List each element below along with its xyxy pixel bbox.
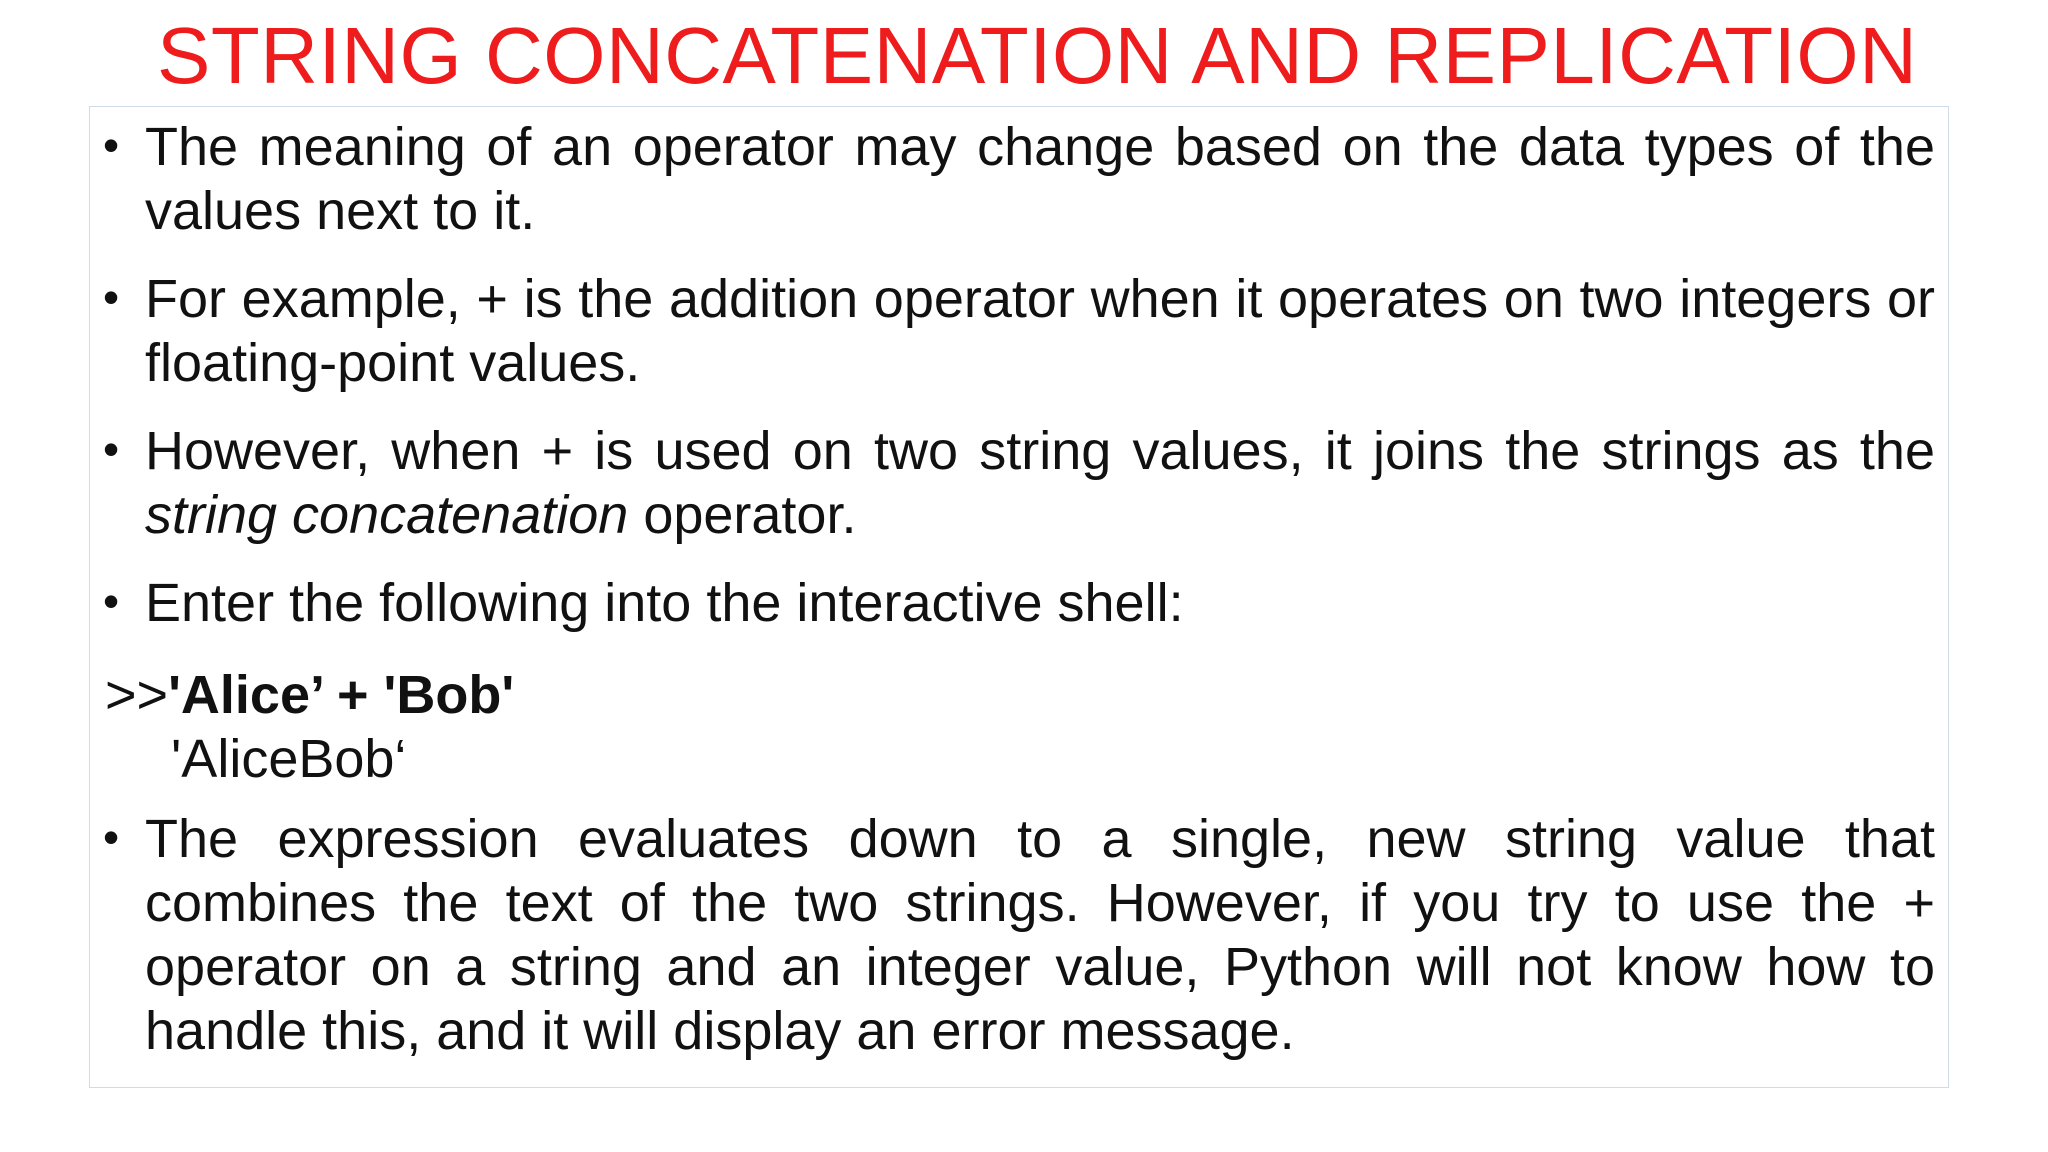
shell-prompt: >>: [105, 665, 169, 725]
bullet-dot: •: [103, 811, 120, 863]
content-box: [89, 106, 1949, 1088]
bullet-dot: •: [103, 575, 120, 627]
bullet-item: [103, 807, 1935, 1063]
bullet-dot: •: [103, 423, 120, 475]
shell-input: 'Alice’ + 'Bob': [168, 665, 515, 725]
bullet-item: [103, 267, 1935, 395]
bullet-text-start: However, when + is used on two string values, it joins the strings as the: [145, 421, 1935, 481]
bullet-text: The meaning of an operator may change based on the data types of the values next to it.: [145, 117, 1935, 241]
bullet-dot: •: [103, 119, 120, 171]
bullet-item: [103, 115, 1935, 243]
shell-output: 'AliceBob‘: [171, 729, 407, 789]
bullet-text: For example, + is the addition operator when it operates on two integers or floating-point values.: [145, 269, 1935, 393]
emphasized-term: string concatenation: [145, 485, 629, 545]
bullet-item: [103, 419, 1935, 547]
bullet-text: The expression evaluates down to a single, new string value that combines the text of the two strings. However, if you try to use the + operator on a string and an integer value, Python will not know how to handle this, and it will display an error message.: [145, 809, 1935, 1061]
bullet-dot: •: [103, 271, 120, 323]
bullet-item: [103, 571, 1935, 635]
slide-title: STRING CONCATENATION AND REPLICATION: [157, 11, 1918, 100]
code-example: [105, 663, 514, 791]
bullet-text: Enter the following into the interactive shell:: [145, 573, 1184, 633]
bullet-text-end: operator.: [628, 485, 857, 545]
